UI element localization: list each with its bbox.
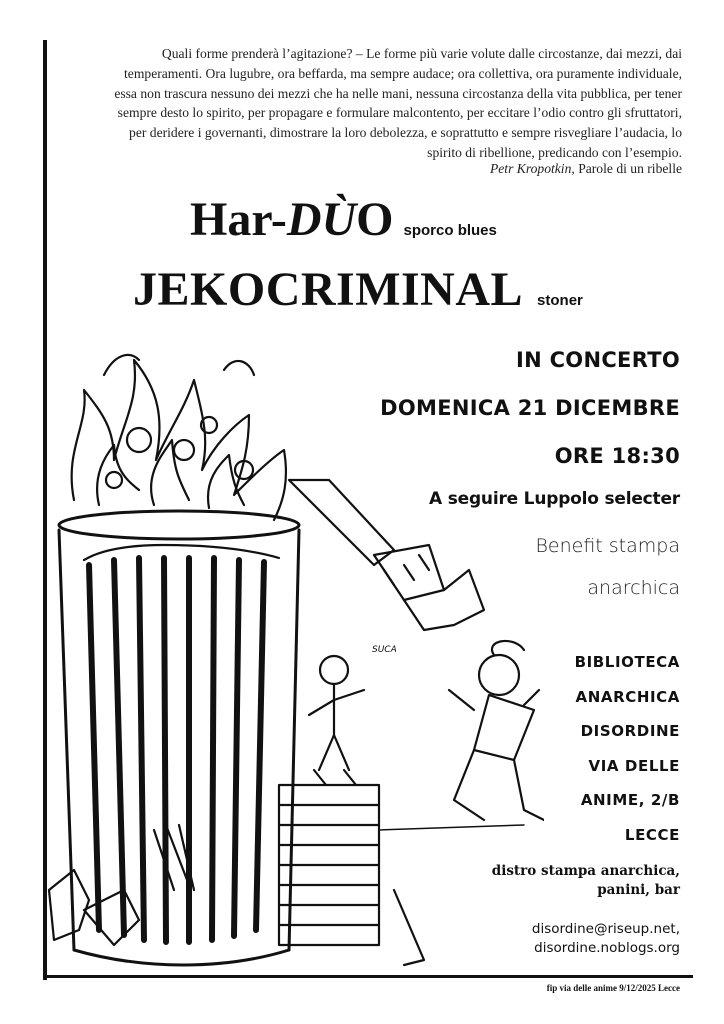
quote-line: essa non trascura nessuno dei mezzi che ha nelle mani, nessuna circostanza della vita pubblica, per tener — [114, 85, 682, 101]
venue-line: ANIME, 2/B — [580, 791, 680, 809]
benefit-note — [535, 525, 680, 609]
benefit-line: Benefit stampa — [535, 535, 680, 557]
band-genre: stoner — [537, 292, 583, 309]
contacts — [532, 920, 680, 958]
band-name-part: DÙ — [286, 193, 357, 246]
bottom-rule — [43, 975, 693, 978]
band-name — [190, 193, 394, 246]
kropotkin-quote — [60, 44, 682, 163]
event-info — [380, 336, 680, 514]
band-hardua — [190, 192, 497, 247]
quote-line: temperamenti. Ora lugubre, ora beffarda, ma sempre audace; ora collettiva, ora puramente individuale, — [124, 65, 682, 81]
quote-line: sempre desto lo spirito, per propagare e formulare malcontento, per eccitare l’odio contro gli sfruttatori, — [117, 105, 682, 121]
venue-line: ANARCHICA — [575, 687, 680, 706]
venue-address — [575, 645, 680, 852]
trash-bin-drawing — [59, 511, 299, 965]
band-name-part: O — [356, 193, 394, 246]
extras-note — [492, 862, 680, 900]
event-title: IN CONCERTO — [516, 348, 680, 372]
venue-line: DISORDINE — [580, 722, 680, 740]
quote-line: Quali forme prenderà l’agitazione? – Le forme più varie volute dalle circostanze, dai mezzi, dai — [161, 46, 682, 61]
flames-drawing — [72, 355, 286, 520]
extras-line: distro stampa anarchica, — [491, 863, 680, 879]
quote-line: spirito di ribellione, predicando con l’esempio. — [427, 144, 682, 160]
band-jekocriminal — [133, 262, 583, 317]
contact-blog: disordine.noblogs.org — [534, 940, 680, 956]
event-time: ORE 18:30 — [554, 444, 680, 468]
print-footer: fip via delle anime 9/12/2025 Lecce — [546, 983, 680, 993]
quote-attribution — [490, 161, 682, 177]
venue-line: LECCE — [624, 825, 680, 844]
crouching-man-drawing — [449, 641, 544, 820]
venue-line: BIBLIOTECA — [574, 653, 680, 671]
band-name: JEKOCRIMINAL — [133, 263, 524, 316]
band-name-part: Har- — [190, 193, 287, 246]
band-genre: sporco blues — [403, 222, 497, 239]
small-figure-drawing — [309, 656, 364, 785]
benefit-line: anarchica — [587, 577, 680, 599]
quote-author: Petr Kropotkin — [489, 161, 572, 176]
quote-source: , Parole di un ribelle — [571, 161, 682, 176]
event-after: A seguire Luppolo selecter — [429, 489, 680, 509]
event-date: DOMENICA 21 DICEMBRE — [380, 396, 680, 420]
speech-bubble-text: SUCA — [372, 645, 397, 655]
venue-line: VIA DELLE — [588, 756, 680, 775]
contact-email: disordine@riseup.net, — [531, 921, 680, 937]
extras-line: panini, bar — [597, 882, 680, 898]
quote-line: per deridere i governanti, dimostrare la loro debolezza, e soprattutto e sempre risvegliare l’audacia, lo — [129, 125, 682, 141]
book-stack-drawing — [279, 785, 379, 945]
